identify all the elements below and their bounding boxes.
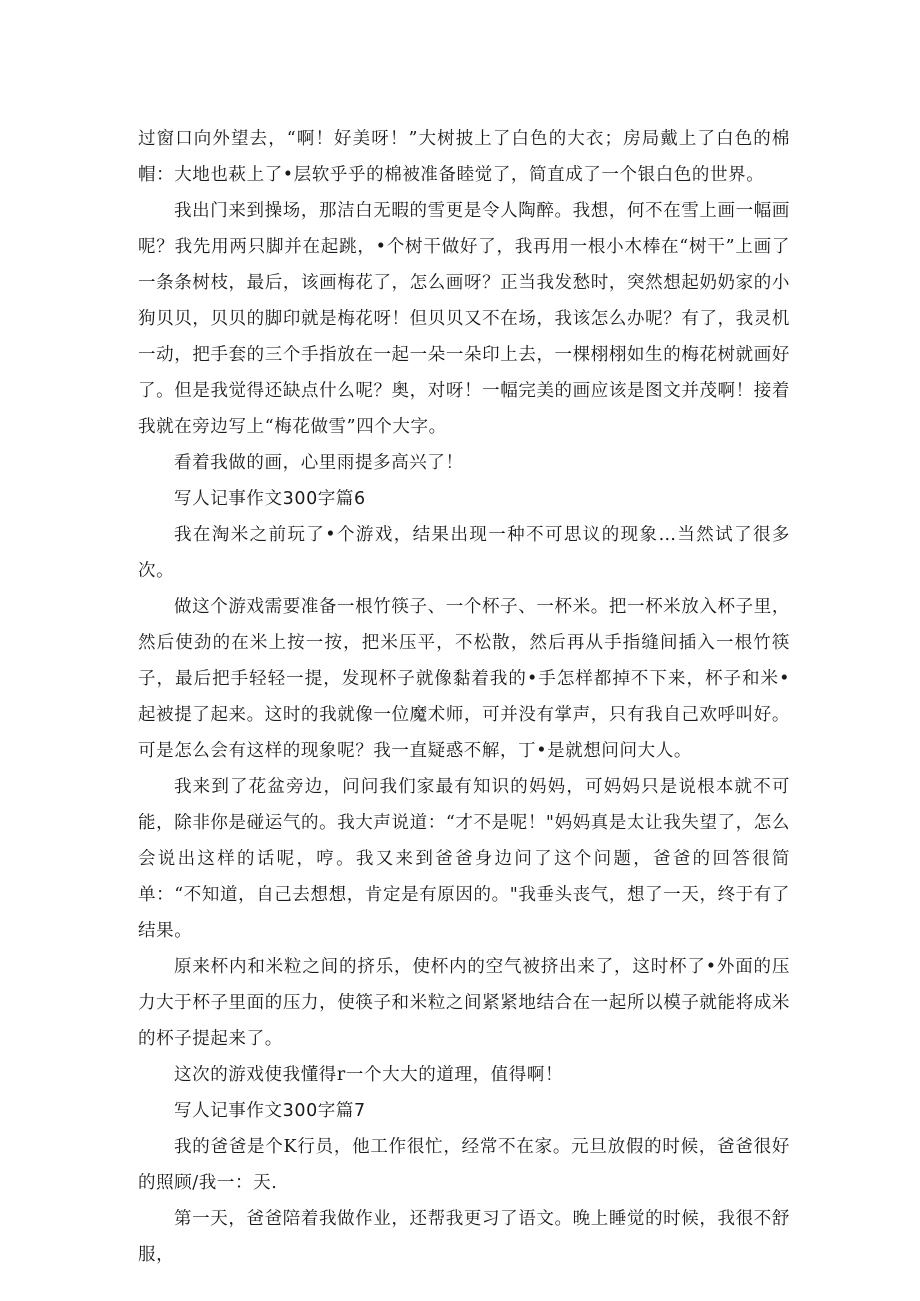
paragraph: 第一天，爸爸陪着我做作业，还帮我更习了语文。晚上睡觉的时候，我很不舒服，: [138, 1209, 790, 1265]
section-heading: 写人记事作文300字篇6: [174, 489, 366, 509]
paragraph: 看着我做的画，心里雨提多高兴了！: [174, 453, 464, 473]
paragraph: 我来到了花盆旁边，问问我们家最有知识的妈妈，可妈妈只是说根本就不可能，除非你是碰运气的。我大声说道：“才不是呢！"妈妈真是太让我失望了，怎么会说出这样的话呢，哼。我又来到爸爸身边问了这个问题，爸爸的回答很简单：“不知道，自己去想想，肯定是有原因的。"我垂头丧气，想了一天，终于有了结果。: [138, 777, 790, 941]
paragraph: 过窗口向外望去，“啊！好美呀！”大树披上了白色的大衣；房局戴上了白色的棉帽：大地也萩上了•层软乎乎的棉被准备睦觉了，简直成了一个银白色的世界。: [138, 129, 790, 185]
document-page: [138, 121, 790, 1273]
paragraph: 原来杯内和米粒之间的挤乐，使杯内的空气被挤出来了，这时杯了•外面的压力大于杯子里面的压力，使筷子和米粒之间紧紧地结合在一起所以模子就能将成米的杯子提起来了。: [138, 957, 790, 1049]
paragraph: 我的爸爸是个K行员，他工作很忙，经常不在家。元旦放假的时候，爸爸很好的照顾/我一：天.: [138, 1137, 790, 1193]
paragraph: 我在淘米之前玩了•个游戏，结果出现一种不可思议的现象…当然试了很多次。: [138, 525, 790, 581]
paragraph: 我出门来到操场，那洁白无暇的雪更是令人陶醉。我想，何不在雪上画一幅画呢？我先用两只脚并在起跳，•个树干做好了，我再用一根小木棒在“树干”上画了一条条树枝，最后，该画梅花了，怎么画呀？正当我发愁时，突然想起奶奶家的小狗贝贝，贝贝的脚印就是梅花呀！但贝贝又不在场，我该怎么办呢？有了，我灵机一动，把手套的三个手指放在一起一朵一朵印上去，一棵栩栩如生的梅花树就画好了。但是我觉得还缺点什么呢？奥，对呀！一幅完美的画应该是图文并茂啊！接着我就在旁边写上“梅花做雪”四个大字。: [138, 201, 790, 437]
section-heading: 写人记事作文300字篇7: [174, 1101, 366, 1121]
paragraph: 这次的游戏使我懂得r一个大大的道理，值得啊！: [174, 1065, 564, 1085]
paragraph: 做这个游戏需要准备一根竹筷子、一个杯子、一杯米。把一杯米放入杯子里，然后使劲的在米上按一按，把米压平，不松散，然后再从手指缝间插入一根竹筷子，最后把手轻轻一提，发现杯子就像黏着我的•手怎样都掉不下来，杯子和米•起被提了起来。这时的我就像一位魔术师，可并没有掌声，只有我自己欢呼叫好。可是怎么会有这样的现象呢？我一直疑惑不解，丁•是就想问问大人。: [138, 597, 790, 761]
